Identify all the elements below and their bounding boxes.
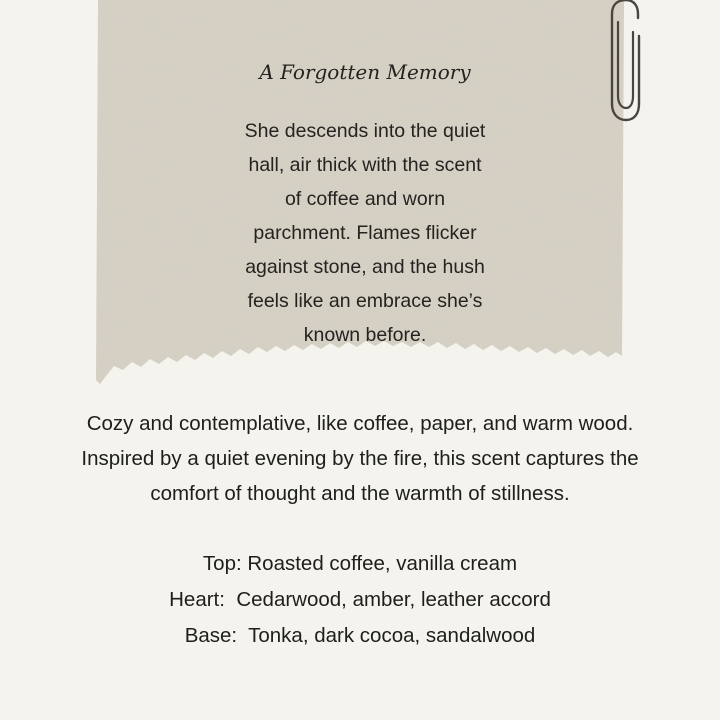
top-notes: Top: Roasted coffee, vanilla cream xyxy=(202,552,518,575)
description-line: comfort of thought and the warmth of stillness. xyxy=(150,482,570,505)
note-body-line: known before. xyxy=(303,324,427,346)
scent-notes xyxy=(0,546,720,654)
paperclip-icon xyxy=(596,0,644,126)
description-line: Cozy and contemplative, like coffee, paper, and warm wood. xyxy=(86,412,634,435)
note-body-line: parchment. Flames flicker xyxy=(253,222,477,244)
description-line: Inspired by a quiet evening by the fire, this scent captures the xyxy=(81,447,639,470)
note-body-line: feels like an embrace she’s xyxy=(247,290,483,312)
note-body-line: of coffee and worn xyxy=(284,188,446,210)
note-body xyxy=(192,114,528,352)
note-body-line: She descends into the quiet xyxy=(244,120,486,142)
note-body-line: against stone, and the hush xyxy=(245,256,485,278)
base-notes: Base: Tonka, dark cocoa, sandalwood xyxy=(184,624,536,647)
note-title: A Forgotten Memory xyxy=(259,60,471,84)
scent-description xyxy=(0,406,720,511)
torn-paper-note xyxy=(96,0,624,386)
heart-notes: Heart: Cedarwood, amber, leather accord xyxy=(169,588,551,611)
note-body-line: hall, air thick with the scent xyxy=(248,154,482,176)
